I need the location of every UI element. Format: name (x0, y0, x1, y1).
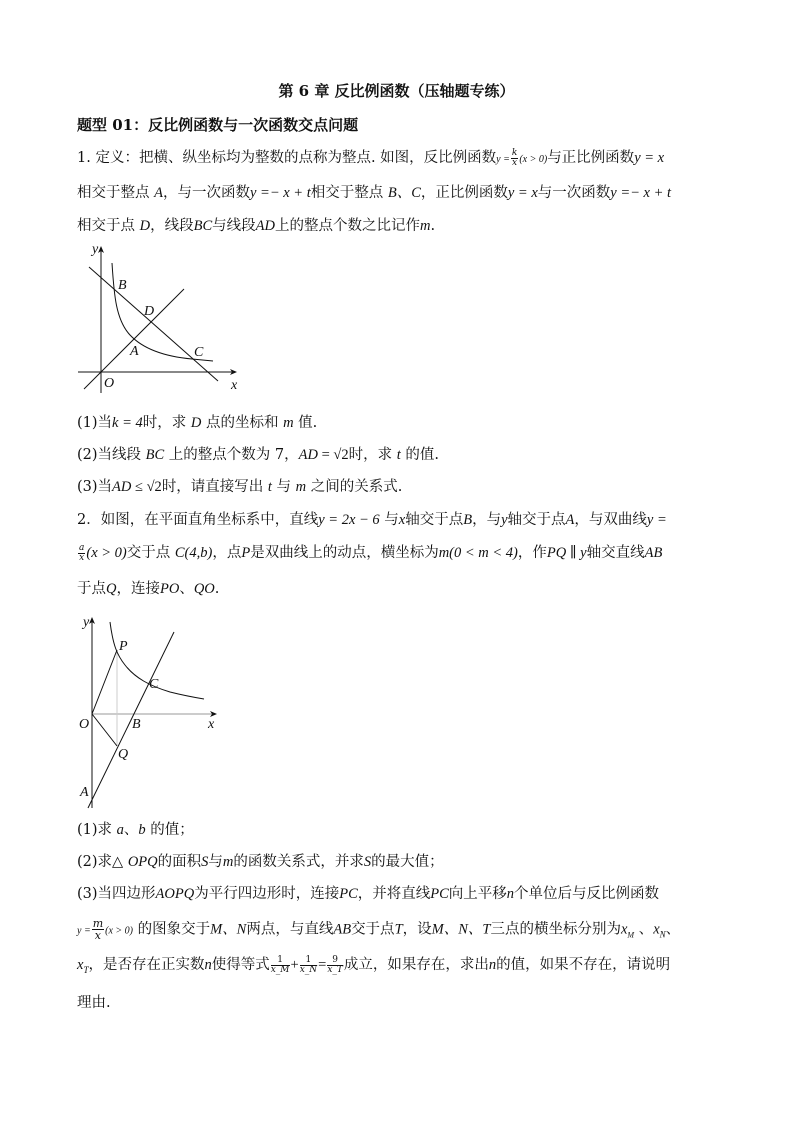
q-text: 与 (208, 854, 223, 870)
p1-math: m (419, 218, 431, 234)
p1-text: 1. 定义：把横、纵坐标均为整数的点称为整点. 如图，反比例函数 (77, 150, 497, 166)
segment-OP (92, 650, 117, 714)
p1-math: B、C (387, 185, 421, 201)
p1-func-suffix: (x > 0) (519, 154, 548, 165)
q-text: 点的坐标和 (201, 415, 284, 431)
frac-1-over-xN (300, 956, 317, 975)
q-text: 理由. (77, 995, 111, 1011)
p2-text: . (214, 581, 220, 597)
p1-text: 与一次函数 (537, 185, 611, 201)
q-math-sub: N (659, 929, 666, 940)
q-math: n (506, 886, 515, 902)
p1-text: 相交于整点 (310, 185, 388, 201)
label-y: y (83, 615, 90, 630)
p2-figure (70, 610, 230, 810)
q-math-sub: T (83, 964, 89, 975)
p2-q2 (77, 852, 444, 872)
q-math: D (190, 415, 202, 431)
q-text: 的值. (400, 447, 439, 463)
q-text: ，设 (402, 921, 432, 938)
q-text: 、 (665, 921, 681, 938)
q-text: 之间的关系式. (306, 479, 403, 495)
q-math: M、N、T (431, 921, 491, 938)
q-text: 的函数关系式，并求 (233, 854, 364, 870)
q-math: m (295, 479, 307, 495)
q-text: (3)当 (77, 479, 113, 495)
p1-fraction (511, 149, 518, 168)
q-math: OPQ (127, 854, 158, 870)
p1-line3 (77, 216, 435, 236)
frac-den: x_T (327, 964, 343, 975)
p1-math: A (154, 185, 163, 201)
p2-math: Q (106, 581, 117, 597)
q-math: k = 4 (112, 415, 143, 431)
q-text: 两点，与直线 (246, 921, 334, 938)
label-O: O (79, 717, 90, 732)
q-math: + (290, 957, 299, 973)
label-A: A (80, 785, 89, 800)
p2-text: ，与 (472, 512, 502, 528)
p1-text: 与正比例函数 (547, 150, 635, 166)
p2-text: 与 (379, 512, 399, 528)
p2-text: ，连接 (116, 581, 160, 597)
q-text: 的图象交于 (132, 921, 211, 938)
p2-line2 (77, 543, 662, 563)
line-AB (88, 632, 174, 808)
p2-math: QO (193, 581, 215, 597)
q-math: = (318, 957, 327, 973)
p1-math: y =− x + t (610, 185, 672, 201)
label-C: C (194, 345, 204, 360)
q-text: 时，请直接写出 (161, 479, 268, 495)
frac-den: x (79, 552, 85, 563)
p2-q3-line2 (77, 918, 680, 945)
q-math: n (488, 957, 497, 973)
q-math: n (204, 957, 212, 973)
p1-math: BC (193, 218, 213, 234)
p2-math: P (241, 545, 251, 561)
p2-math: x (398, 512, 406, 528)
frac-9-over-xT (327, 956, 343, 975)
q-math: x (77, 957, 84, 973)
p1-line1 (77, 148, 664, 170)
p1-text: 上的整点个数之比记作 (274, 218, 420, 234)
p2-text: ，作 (517, 545, 547, 561)
q-text: 值. (293, 415, 318, 431)
p1-math: y =− x + t (249, 185, 311, 201)
p1-figure (70, 235, 260, 395)
q-text: 、 (123, 822, 139, 838)
frac-den: x (94, 929, 102, 942)
p2-math: A (565, 512, 575, 528)
frac-den: x_M (270, 964, 290, 975)
q-math: y = (77, 925, 91, 937)
p2-math: AB (644, 545, 663, 561)
frac-num: a (79, 542, 85, 553)
p1-text: ，正比例函数 (420, 185, 508, 201)
q-text: 与 (271, 479, 296, 495)
label-D: D (144, 304, 155, 319)
p2-text: 、 (179, 581, 194, 597)
p2-line1 (77, 510, 667, 530)
p1-math: D (139, 218, 151, 234)
segment-OQ (92, 714, 117, 746)
q-text: 的值； (145, 822, 194, 838)
frac-1-over-xM (271, 956, 290, 975)
label-A: A (130, 344, 139, 359)
p2-q1 (77, 820, 194, 840)
q-math: t (396, 447, 401, 463)
p2-text: 轴交直线 (586, 545, 645, 561)
p2-q3-line4 (77, 993, 111, 1013)
label-x: x (231, 378, 238, 393)
p1-text: ，与一次函数 (162, 185, 250, 201)
p2-text: 轴交于点 (405, 512, 464, 528)
p2-math: y (501, 512, 508, 528)
q-math: b (138, 822, 146, 838)
frac-num: k (511, 147, 518, 158)
q-math: M、N (210, 921, 247, 938)
q-math: x (653, 921, 660, 938)
p1-math: AD (255, 218, 275, 234)
p2-fraction (78, 544, 85, 563)
q-math: AD (298, 447, 318, 463)
q-text: 时，求 (142, 415, 191, 431)
q-text: (3)当四边形 (77, 886, 156, 902)
q-math: AB (333, 921, 352, 938)
frac-num: m (92, 917, 104, 930)
p1-q2 (77, 445, 439, 465)
p2-text: 于点 (77, 581, 106, 597)
q-math-sub: M (627, 930, 635, 940)
q-math: t (267, 479, 272, 495)
label-C: C (149, 677, 159, 692)
q-math: x (620, 921, 628, 938)
p2-math: PO (159, 581, 180, 597)
p2-math: (x > 0) (86, 545, 127, 561)
p1-q3 (77, 477, 402, 497)
q-text: 、 (634, 921, 654, 938)
q-text: (2)求△ (77, 854, 128, 870)
q-text: 个单位后与反比例函数 (514, 886, 660, 902)
p1-math: y = x (507, 185, 538, 201)
p1-q1 (77, 413, 317, 433)
q-math: AD (112, 479, 132, 495)
q-text: 交于点 (351, 921, 395, 938)
q-math: ≤ √2 (131, 479, 162, 495)
q-math: PC (430, 886, 449, 902)
p2-math: PQ ∥ y (546, 545, 587, 561)
q-math: m (283, 415, 294, 431)
p2-text: 是双曲线上的动点，横坐标为 (250, 545, 439, 561)
q-math: T (394, 921, 403, 938)
q-text: 时，求 (348, 447, 397, 463)
q-text: ，是否存在正实数 (88, 957, 205, 973)
q-text: 的最大值； (371, 854, 444, 870)
label-O: O (104, 376, 115, 391)
q-text: 上的整点个数为 7， (164, 447, 299, 463)
q-math: AOPQ (155, 886, 195, 902)
q-text: 的值，如果不存在，请说明 (496, 957, 671, 973)
label-y: y (92, 242, 99, 257)
q-math: = √2 (317, 447, 349, 463)
q-text: 三点的横坐标分别为 (490, 921, 621, 938)
label-x: x (208, 717, 215, 732)
p1-text: . (430, 218, 436, 234)
p2-text: 2．如图，在平面直角坐标系中，直线 (77, 512, 319, 528)
p1-line2 (77, 183, 671, 203)
q-text: 的面积 (157, 854, 202, 870)
frac-num: 1 (300, 956, 317, 966)
q-text: (1)当 (77, 415, 113, 431)
q-math: S (363, 854, 372, 870)
p1-text: 与线段 (212, 218, 256, 234)
q3-fraction (92, 918, 104, 941)
p2-math: C(4,b) (174, 545, 213, 561)
frac-num: 1 (271, 956, 290, 966)
p1-text: ，线段 (150, 218, 194, 234)
p2-math: m(0 < m < 4) (438, 545, 518, 561)
q-text: 向上平移 (448, 886, 507, 902)
q-text: 成立，如果存在，求出 (343, 957, 489, 973)
p1-func-prefix: y = (496, 154, 510, 165)
q-math: m (222, 854, 234, 870)
q-text: ，并将直线 (357, 886, 431, 902)
p2-text: 轴交于点 (507, 512, 566, 528)
p2-text: ，与双曲线 (574, 512, 647, 528)
q-math: BC (145, 447, 165, 463)
q-text: 使得等式 (211, 957, 270, 973)
q-text: 为平行四边形时，连接 (194, 886, 340, 902)
p1-math: y = x (634, 150, 665, 166)
p2-q3-line3 (77, 955, 670, 980)
chapter-title: 第 6 章 反比例函数（压轴题专练） (278, 82, 515, 100)
p2-text: 交于点 (126, 545, 175, 561)
p2-text: ，点 (212, 545, 242, 561)
p2-q3-line1 (77, 884, 659, 904)
q-math: a (116, 822, 124, 838)
label-B: B (118, 278, 127, 293)
frac-num: 9 (327, 956, 343, 966)
p2-math: y = (646, 512, 667, 528)
p1-text: 相交于整点 (77, 185, 155, 201)
label-B: B (132, 717, 141, 732)
q-text: (2)当线段 (77, 447, 146, 463)
frac-den: x (512, 157, 518, 168)
q-text: (1)求 (77, 822, 117, 838)
p2-line3 (77, 579, 219, 599)
p1-text: 相交于点 (77, 218, 140, 234)
label-P: P (119, 639, 128, 654)
q-math: PC (339, 886, 358, 902)
frac-den: x_N (299, 964, 318, 975)
p2-math: y = 2x − 6 (318, 512, 380, 528)
section-heading: 题型 01：反比例函数与一次函数交点问题 (77, 116, 359, 134)
p2-math: B (463, 512, 473, 528)
label-Q: Q (118, 747, 129, 762)
q-math: (x > 0) (105, 925, 133, 937)
q-math: S (201, 854, 209, 870)
line-y-eq-neg-x-plus-t (89, 267, 218, 381)
